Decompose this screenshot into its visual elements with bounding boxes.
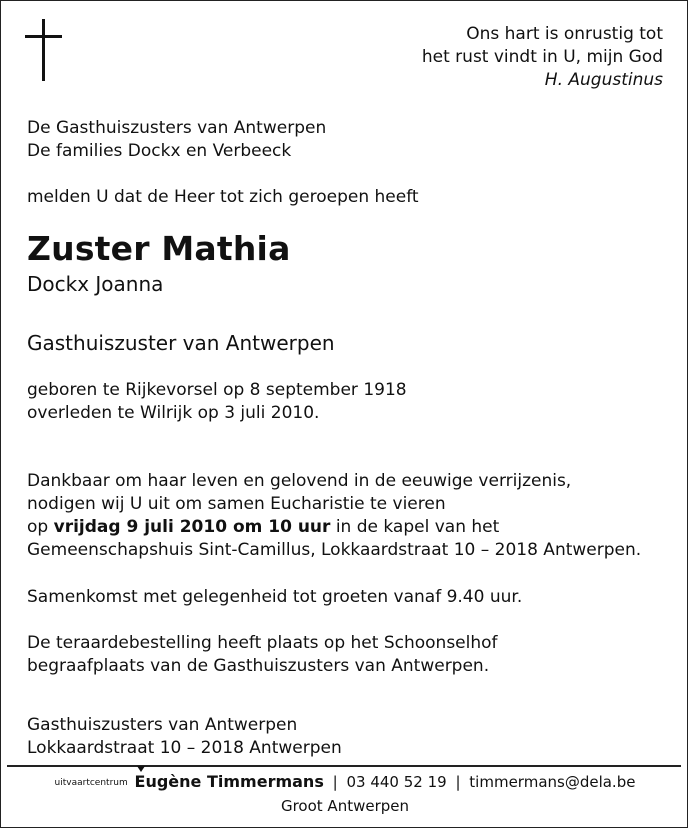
service-date-line [27, 516, 641, 539]
footer-divider [7, 765, 681, 767]
quote-line: het rust vindt in U, mijn God [421, 47, 663, 67]
footer-separator: | [332, 773, 338, 791]
burial-line: De teraardebestelling heeft plaats op het Schoonselhof [27, 633, 498, 653]
cross-icon [25, 19, 65, 81]
service-prefix: op [27, 517, 54, 537]
senders [27, 117, 326, 163]
address-line: Gasthuiszusters van Antwerpen [27, 715, 298, 735]
funeral-home-logo [135, 772, 324, 791]
quote-author: H. Augustinus [544, 70, 663, 90]
service-datetime: vrijdag 9 juli 2010 om 10 uur [53, 517, 331, 537]
service-line: nodigen wij U uit om samen Eucharistie te vieren [27, 494, 446, 514]
footer-prefix: uitvaartcentrum [54, 778, 128, 788]
birth-line: geboren te Rijkevorsel op 8 september 1918 [27, 380, 407, 400]
contact-address [27, 714, 342, 760]
footer-region: Groot Antwerpen [280, 797, 410, 815]
burial-line: begraafplaats van de Gasthuiszusters van Antwerpen. [27, 656, 490, 676]
service-info [27, 470, 641, 562]
funeral-home-name: Eugène Timmermans [134, 772, 324, 791]
death-line: overleden te Wilrijk op 3 juli 2010. [27, 403, 320, 423]
service-location: Gemeenschapshuis Sint-Camillus, Lokkaardstraat 10 – 2018 Antwerpen. [27, 540, 642, 560]
service-line: Dankbaar om haar leven en gelovend in de eeuwige verrijzenis, [27, 471, 572, 491]
footer-email: timmermans@dela.be [469, 773, 636, 791]
gathering-info: Samenkomst met gelegenheid tot groeten vanaf 9.40 uur. [27, 587, 523, 607]
religious-order: Gasthuiszuster van Antwerpen [27, 331, 335, 355]
life-dates [27, 379, 407, 425]
footer-separator: | [455, 773, 461, 791]
service-suffix: in de kapel van het [330, 517, 500, 537]
sender-line: De families Dockx en Verbeeck [27, 141, 292, 161]
announcement: melden U dat de Heer tot zich geroepen heeft [27, 187, 419, 207]
quote-line: Ons hart is onrustig tot [466, 24, 663, 44]
funeral-home-footer [1, 771, 689, 817]
sender-line: De Gasthuiszusters van Antwerpen [27, 118, 327, 138]
triangle-icon [137, 766, 145, 772]
deceased-name: Zuster Mathia [27, 229, 291, 268]
footer-phone: 03 440 52 19 [346, 773, 447, 791]
quote [422, 23, 663, 92]
address-line: Lokkaardstraat 10 – 2018 Antwerpen [27, 738, 342, 758]
civil-name: Dockx Joanna [27, 272, 164, 296]
burial-info [27, 632, 498, 678]
